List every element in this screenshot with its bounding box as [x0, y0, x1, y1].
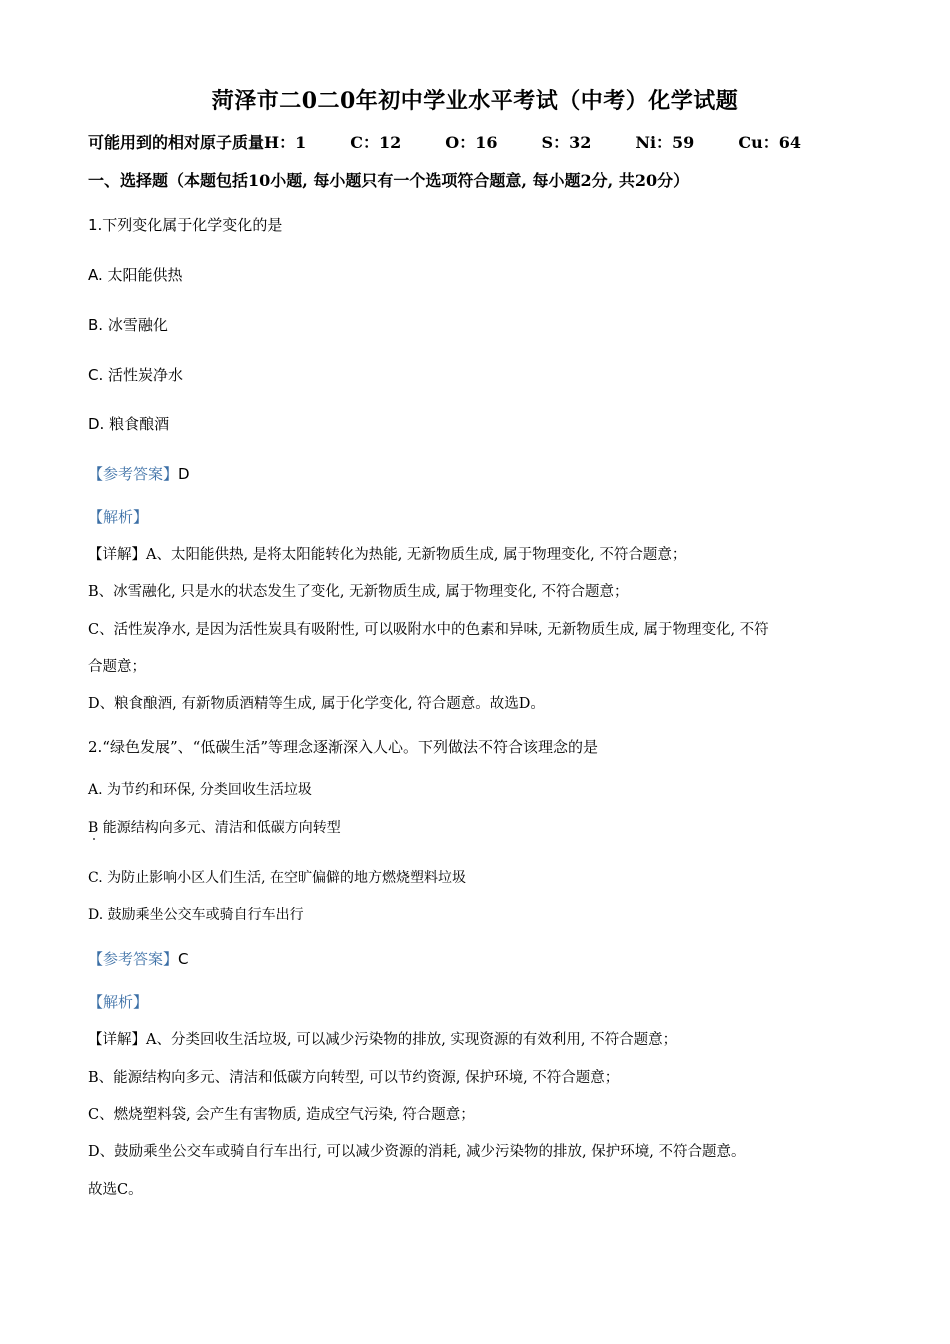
section-heading: 一、选择题（本题包括10小题, 每小题只有一个选项符合题意, 每小题2分, 共20分） [88, 171, 690, 190]
q1-option-c: C. 活性炭净水 [88, 366, 184, 384]
q1-detail-tag: 【详解】 [88, 547, 146, 563]
atomic-mass-label: 可能用到的相对原子质量 [88, 133, 265, 152]
q2-answer-tag: 【参考答案】 [88, 950, 179, 968]
stray-dot [93, 838, 95, 840]
q1-option-b: B. 冰雪融化 [88, 316, 168, 334]
q1-answer-value: D [178, 465, 190, 483]
atomic-mass-h: H：1 [264, 133, 307, 152]
q1-analysis-tag: 【解析】 [88, 508, 149, 526]
atomic-mass-s: S：32 [541, 133, 592, 152]
q1-option-d: D. 粮食酿酒 [88, 415, 170, 433]
page-title: 菏泽市二0二0年初中学业水平考试（中考）化学试题 [211, 88, 739, 114]
q2-detail-line-5: 故选C。 [88, 1182, 143, 1198]
atomic-mass-line [88, 130, 801, 153]
q2-detail-line-2: B、能源结构向多元、清洁和低碳方向转型, 可以节约资源, 保护环境, 不符合题意； [88, 1070, 620, 1086]
q1-detail-line-5: D、粮食酿酒, 有新物质酒精等生成, 属于化学变化, 符合题意。故选D。 [88, 696, 545, 712]
q1-detail-line-4: 合题意； [88, 659, 146, 675]
q2-detail-line-1 [88, 1028, 677, 1049]
q2-answer [88, 948, 189, 969]
q2-analysis-tag: 【解析】 [88, 993, 149, 1011]
atomic-mass-o: O：16 [445, 133, 498, 152]
q1-option-a: A. 太阳能供热 [88, 266, 183, 284]
atomic-mass-ni: Ni：59 [635, 133, 695, 152]
q2-detail-line-4: D、鼓励乘坐公交车或骑自行车出行, 可以减少资源的消耗, 减少污染物的排放, 保护环境, 不符合题意。 [88, 1144, 746, 1160]
q1-answer [88, 463, 190, 484]
q1-answer-tag: 【参考答案】 [88, 465, 179, 483]
q2-option-b: B 能源结构向多元、清洁和低碳方向转型 [88, 820, 341, 836]
q1-detail-line-2: B、冰雪融化, 只是水的状态发生了变化, 无新物质生成, 属于物理变化, 不符合题意； [88, 584, 629, 600]
q1-stem: 1.下列变化属于化学变化的是 [88, 216, 283, 234]
q2-detail-line-3: C、燃烧塑料袋, 会产生有害物质, 造成空气污染, 符合题意； [88, 1107, 475, 1123]
q1-detail-line-1 [88, 543, 686, 564]
q2-option-a: A. 为节约和环保, 分类回收生活垃圾 [88, 782, 312, 798]
q2-detail-tag: 【详解】 [88, 1032, 146, 1048]
q2-answer-value: C [178, 950, 189, 968]
atomic-mass-label-and-h [88, 130, 306, 153]
q1-detail-line-3: C、活性炭净水, 是因为活性炭具有吸附性, 可以吸附水中的色素和异味, 无新物质生成, 属于物理变化, 不符 [88, 622, 769, 638]
q2-option-c: C. 为防止影响小区人们生活, 在空旷偏僻的地方燃烧塑料垃圾 [88, 870, 467, 886]
atomic-mass-cu: Cu：64 [738, 133, 801, 152]
q1-detail-text-1: A、太阳能供热, 是将太阳能转化为热能, 无新物质生成, 属于物理变化, 不符合题意； [146, 547, 687, 563]
q2-detail-text-1: A、分类回收生活垃圾, 可以减少污染物的排放, 实现资源的有效利用, 不符合题意； [146, 1032, 678, 1048]
q2-stem: 2.“绿色发展”、“低碳生活”等理念逐渐深入人心。下列做法不符合该理念的是 [88, 738, 598, 756]
atomic-mass-c: C：12 [350, 133, 402, 152]
q2-option-d: D. 鼓励乘坐公交车或骑自行车出行 [88, 907, 304, 923]
